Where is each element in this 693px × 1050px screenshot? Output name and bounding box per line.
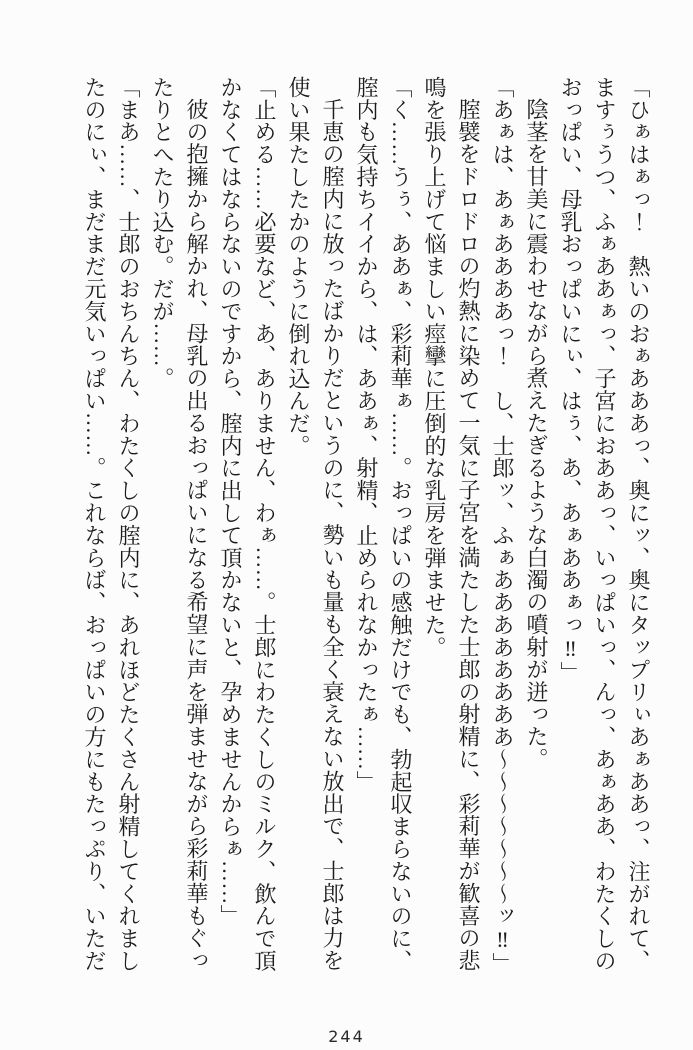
paragraph: 千恵の腟内に放ったばかりだというのに、勢いも量も全く衰えない放出で、士郎は力を使い果たしたかのように倒れ込んだ。 [286, 76, 345, 972]
paragraph: 「あぁは、あぁああああっ！ し、士郎ッ、ふぁああああああああ～～～～～～～ッ‼」 [490, 76, 515, 975]
paragraph: 彼の抱擁から解かれ、母乳の出るおっぱいになる希望に声を弾ませながら彩莉華もぐったりとへたり込む。だが……。 [150, 76, 209, 972]
paragraph: 「ひぁはぁっ！ 熱いのおぁあああっ、奥にッ、奥にタップリぃあぁああっ、注がれて、ますぅうつ、ふぁああぁっ、子宮におああっ、いっぱいっ、んっ、あぁああ、わたくしのおっぱい、母乳おっぱいにぃ、はぅ、あ、あぁああぁっ‼」 [558, 76, 651, 972]
page-number: 244 [328, 1027, 365, 1046]
paragraph: 陰茎を甘美に震わせながら煮えたぎるような白濁の噴射が迸った。 [524, 98, 549, 770]
page-text [77, 76, 655, 976]
paragraph: 「まあ……、士郎のおちんちん、わたくしの腟内に、あれほどたくさん射精してくれましたのにぃ、まだまだ元気いっぱい……。これならば、おっぱいの方にもたっぷり、いただ [82, 76, 141, 972]
paragraph: 腟襞をドロドロの灼熱に染めて一気に子宮を満たした士郎の射精に、彩莉華が歓喜の悲鳴を張り上げて悩ましい痙攣に圧倒的な乳房を弾ませた。 [422, 76, 481, 972]
paragraph: 「く……うぅ、ああぁ、彩莉華ぁ……。おっぱいの感触だけでも、勃起収まらないのに、腟内も気持ちイイから、は、ああぁ、射精、止められなかったぁ……」 [354, 76, 413, 972]
paragraph: 「止める……必要など、あ、ありません、わぁ……。士郎にわたくしのミルク、飲んで頂かなくてはならないのですから、腟内に出して頂かないと、孕めませんからぁ……」 [218, 76, 277, 972]
